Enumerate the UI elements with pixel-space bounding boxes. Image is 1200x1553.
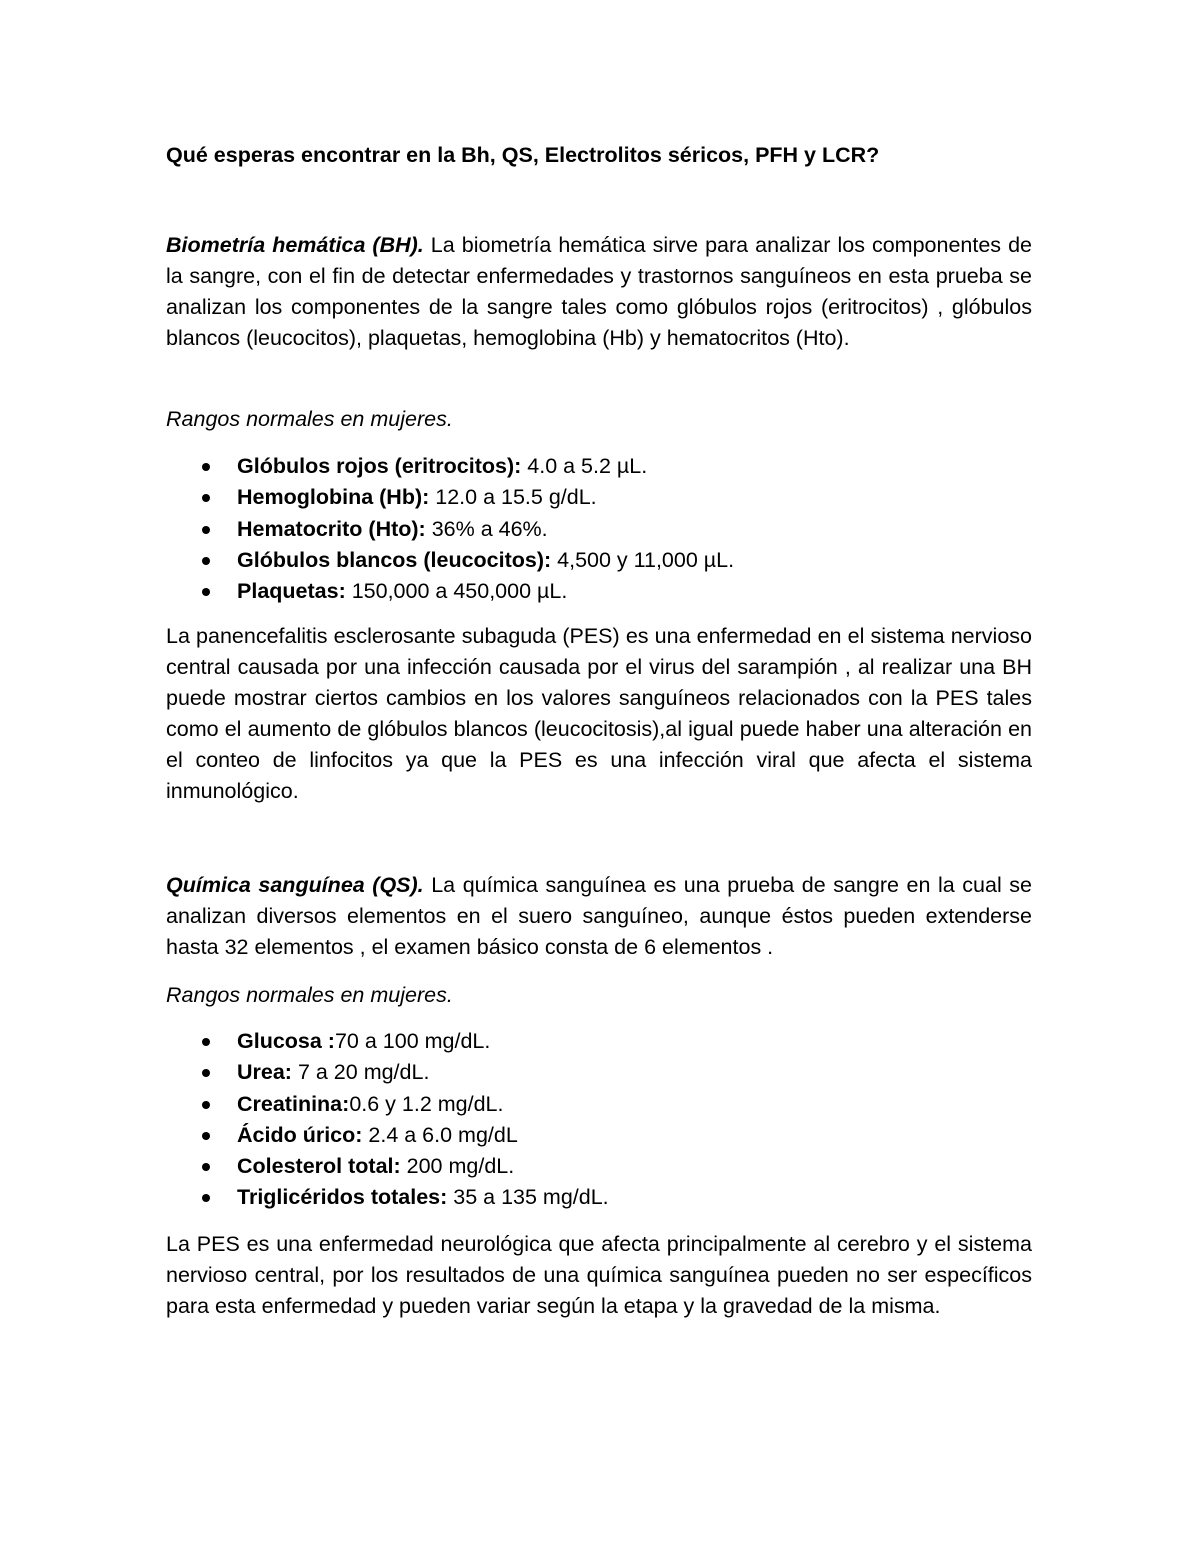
bullet-icon [202, 463, 210, 471]
qs-ranges-list [166, 1026, 609, 1214]
bullet-icon [202, 1132, 210, 1140]
list-item: Hematocrito (Hto): 36% a 46%. [166, 514, 734, 545]
document-title: Qué esperas encontrar en la Bh, QS, Electrolitos séricos, PFH y LCR? [166, 143, 880, 167]
bullet-icon [202, 557, 210, 565]
list-item: Glóbulos rojos (eritrocitos): 4.0 a 5.2 µL. [166, 451, 734, 482]
bullet-icon [202, 588, 210, 596]
list-item: Ácido úrico: 2.4 a 6.0 mg/dL [166, 1120, 609, 1151]
bh-intro-paragraph [166, 230, 1032, 354]
bh-intro-text: La biometría hemática sirve para analizar los componentes de la sangre, con el fin de detectar enfermedades y trastornos sanguíneos en esta prueba se analizan los componentes de la sangre tales como glóbulos rojos (eritrocitos) , glóbulos blancos (leucocitos), plaquetas, hemoglobina (Hb) y hematocritos (Hto). [166, 233, 1032, 350]
qs-intro-paragraph [166, 870, 1032, 963]
list-item: Urea: 7 a 20 mg/dL. [166, 1057, 609, 1088]
list-item: Glucosa :70 a 100 mg/dL. [166, 1026, 609, 1057]
qs-ranges-label: Rangos normales en mujeres. [166, 983, 453, 1007]
bullet-icon [202, 526, 210, 534]
list-item: Creatinina:0.6 y 1.2 mg/dL. [166, 1089, 609, 1120]
list-item: Colesterol total: 200 mg/dL. [166, 1151, 609, 1182]
bh-ranges-label: Rangos normales en mujeres. [166, 407, 453, 431]
bullet-icon [202, 1194, 210, 1202]
list-item: Plaquetas: 150,000 a 450,000 µL. [166, 576, 734, 607]
bh-discussion-paragraph: La panencefalitis esclerosante subaguda (PES) es una enfermedad en el sistema nervioso central causada por una infección causada por el virus del sarampión , al realizar una BH puede mostrar ciertos cambios en los valores sanguíneos relacionados con la PES tales como el aumento de glóbulos blancos (leucocitosis),al igual puede haber una alteración en el conteo de linfocitos ya que la PES es una infección viral que afecta el sistema inmunológico. [166, 624, 1032, 803]
bullet-icon [202, 1038, 210, 1046]
bullet-icon [202, 1163, 210, 1171]
bh-heading: Biometría hemática (BH). [166, 233, 424, 257]
qs-discussion-paragraph: La PES es una enfermedad neurológica que afecta principalmente al cerebro y el sistema nervioso central, por los resultados de una química sanguínea pueden no ser específicos para esta enfermedad y pueden variar según la etapa y la gravedad de la misma. [166, 1232, 1032, 1318]
list-item: Glóbulos blancos (leucocitos): 4,500 y 11,000 µL. [166, 545, 734, 576]
list-item: Triglicéridos totales: 35 a 135 mg/dL. [166, 1182, 609, 1213]
bh-ranges-list [166, 451, 734, 607]
qs-heading: Química sanguínea (QS). [166, 873, 424, 897]
qs-intro-text: La química sanguínea es una prueba de sangre en la cual se analizan diversos elementos en el suero sanguíneo, aunque éstos pueden extenderse hasta 32 elementos , el examen básico consta de 6 elementos . [166, 873, 1032, 959]
list-item: Hemoglobina (Hb): 12.0 a 15.5 g/dL. [166, 482, 734, 513]
bullet-icon [202, 494, 210, 502]
bullet-icon [202, 1069, 210, 1077]
bullet-icon [202, 1101, 210, 1109]
